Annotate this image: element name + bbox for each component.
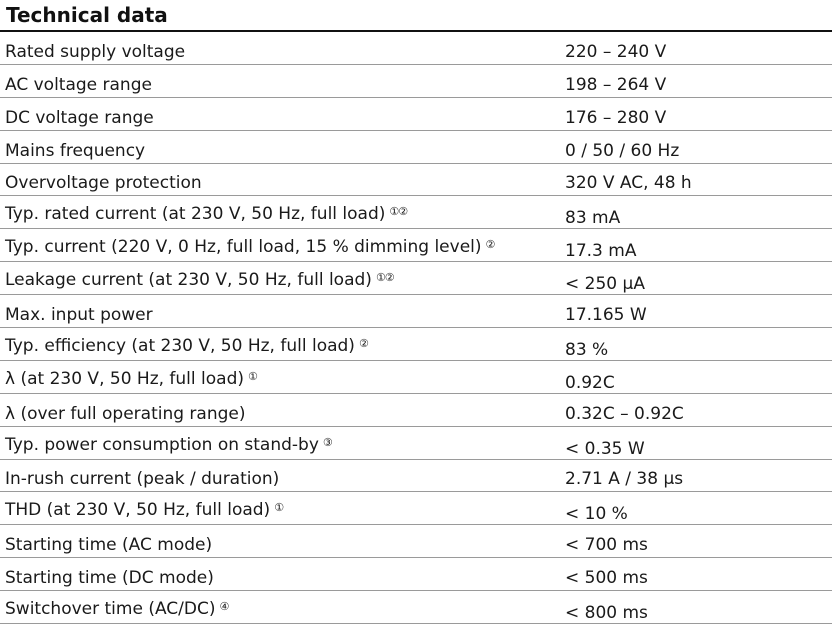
parameter-label: λ (at 230 V, 50 Hz, full load) — [5, 368, 244, 389]
footnote-marker: ③ — [322, 435, 332, 449]
parameter-label: λ (over full operating range) — [5, 403, 246, 424]
table-row — [0, 558, 832, 591]
table-row — [0, 591, 832, 624]
footnote-marker: ② — [358, 336, 368, 350]
table-row — [0, 460, 832, 493]
value-cell: 0 / 50 / 60 Hz — [565, 140, 680, 161]
value-cell: < 500 ms — [565, 568, 648, 589]
parameter-cell — [5, 229, 560, 261]
parameter-cell — [5, 394, 560, 426]
value-cell: 17.3 mA — [565, 241, 637, 262]
parameter-label: Typ. current (220 V, 0 Hz, full load, 15 % dimming level) — [5, 237, 482, 258]
footnote-marker: ④ — [219, 600, 229, 614]
value-cell: 176 – 280 V — [565, 107, 667, 128]
value-cell: 198 – 264 V — [565, 74, 667, 95]
parameter-label: Overvoltage protection — [5, 173, 202, 194]
value-cell: 320 V AC, 48 h — [565, 173, 692, 194]
parameter-label: Starting time (AC mode) — [5, 535, 213, 556]
value-cell: 83 % — [565, 339, 609, 360]
parameter-label: Starting time (DC mode) — [5, 568, 214, 589]
parameter-label: THD (at 230 V, 50 Hz, full load) — [5, 500, 271, 521]
value-cell: 220 – 240 V — [565, 41, 667, 62]
parameter-cell — [5, 427, 560, 459]
parameter-label: Max. input power — [5, 305, 153, 326]
parameter-cell — [5, 558, 560, 590]
footnote-marker: ①② — [375, 271, 394, 285]
value-cell: 17.165 W — [565, 305, 647, 326]
parameter-label: Typ. power consumption on stand-by — [5, 434, 319, 455]
footnote-marker: ② — [485, 238, 495, 252]
table-row — [0, 525, 832, 558]
parameter-cell — [5, 460, 560, 492]
parameter-cell — [5, 525, 560, 557]
table-row — [0, 328, 832, 361]
parameter-cell — [5, 196, 560, 228]
table-row — [0, 262, 832, 295]
parameter-cell — [5, 98, 560, 130]
footnote-marker: ① — [248, 369, 257, 383]
value-cell: < 800 ms — [565, 603, 648, 624]
parameter-label: Typ. rated current (at 230 V, 50 Hz, full load) — [5, 204, 386, 225]
parameter-cell — [5, 591, 560, 623]
parameter-label: Typ. efficiency (at 230 V, 50 Hz, full load) — [5, 335, 355, 356]
parameter-label: In-rush current (peak / duration) — [5, 469, 280, 490]
parameter-label: AC voltage range — [5, 74, 152, 95]
parameter-label: Leakage current (at 230 V, 50 Hz, full load) — [5, 270, 372, 291]
parameter-cell — [5, 164, 560, 196]
parameter-cell — [5, 65, 560, 97]
parameter-label: Mains frequency — [5, 140, 146, 161]
parameter-cell — [5, 32, 560, 64]
table-row — [0, 65, 832, 98]
value-cell: < 700 ms — [565, 535, 648, 556]
value-cell: 83 mA — [565, 208, 621, 229]
parameter-cell — [5, 262, 560, 294]
technical-data-table — [0, 32, 832, 624]
table-row — [0, 394, 832, 427]
parameter-label: DC voltage range — [5, 107, 154, 128]
table-row — [0, 32, 832, 65]
value-cell: 2.71 A / 38 µs — [565, 469, 684, 490]
parameter-cell — [5, 328, 560, 360]
value-cell: < 0.35 W — [565, 438, 645, 459]
section-heading: Technical data — [6, 3, 168, 27]
parameter-cell — [5, 492, 560, 524]
table-row — [0, 131, 832, 164]
table-row — [0, 196, 832, 229]
table-row — [0, 295, 832, 328]
parameter-cell — [5, 361, 560, 393]
value-cell: 0.92C — [565, 372, 615, 393]
table-row — [0, 427, 832, 460]
parameter-label: Rated supply voltage — [5, 41, 186, 62]
parameter-label: Switchover time (AC/DC) — [5, 599, 216, 620]
table-row — [0, 229, 832, 262]
parameter-cell — [5, 295, 560, 327]
footnote-marker: ①② — [389, 205, 408, 219]
parameter-cell — [5, 131, 560, 163]
value-cell: < 10 % — [565, 504, 628, 525]
table-row — [0, 492, 832, 525]
table-row — [0, 361, 832, 394]
value-cell: < 250 µA — [565, 274, 645, 295]
value-cell: 0.32C – 0.92C — [565, 403, 684, 424]
table-row — [0, 164, 832, 197]
footnote-marker: ① — [274, 501, 284, 515]
table-row — [0, 98, 832, 131]
